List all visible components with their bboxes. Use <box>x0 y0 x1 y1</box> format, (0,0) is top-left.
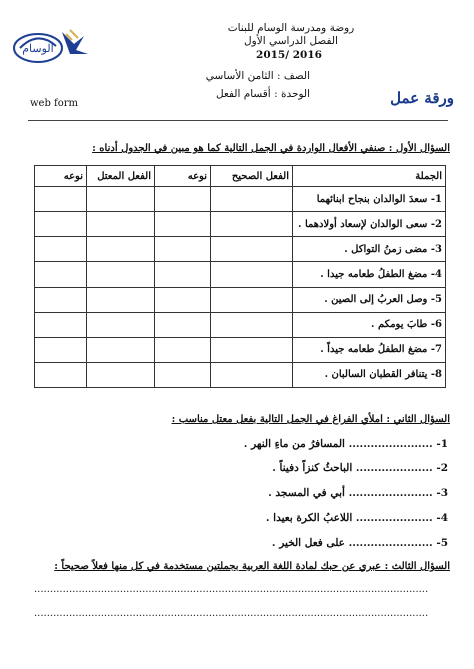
logo-icon <box>12 24 90 66</box>
grade-value: الثامن الأساسي <box>205 70 274 82</box>
answer-cell[interactable] <box>155 237 211 262</box>
table-row <box>35 312 446 337</box>
answer-cell[interactable] <box>87 362 155 387</box>
answer-cell[interactable] <box>155 187 211 212</box>
web-form-label: web form <box>30 98 79 109</box>
answer-cell[interactable] <box>211 262 293 287</box>
col-weak-type: نوعه <box>35 166 87 187</box>
answer-cell[interactable] <box>35 212 87 237</box>
answer-cell[interactable] <box>211 362 293 387</box>
answer-cell[interactable] <box>87 287 155 312</box>
fill-line-3[interactable]: 3- ....................... أبي في المسجد . <box>268 487 448 499</box>
logo-text: الوسام <box>22 42 54 55</box>
answer-cell[interactable] <box>211 312 293 337</box>
q2-heading: السؤال الثاني : املأي الفراغ في الجمل التالية بفعل معتل مناسب : <box>171 414 450 425</box>
col-sound-type: نوعه <box>155 166 211 187</box>
q1-heading: السؤال الأول : صنفي الأفعال الواردة في الجمل التالية كما هو مبين في الجدول أدناه : <box>92 143 450 154</box>
answer-cell[interactable] <box>87 187 155 212</box>
answer-cell[interactable] <box>211 187 293 212</box>
table-row <box>35 187 446 212</box>
answer-cell[interactable] <box>35 362 87 387</box>
table-row <box>35 362 446 387</box>
sentence-cell: 2- سعى الوالدان لإسعاد أولادهما . <box>293 212 446 237</box>
answer-cell[interactable] <box>155 212 211 237</box>
answer-cell[interactable] <box>155 312 211 337</box>
answer-cell[interactable] <box>87 237 155 262</box>
unit-row <box>216 88 310 100</box>
school-logo <box>12 24 90 66</box>
unit-label: الوحدة : <box>274 88 310 100</box>
answer-cell[interactable] <box>211 287 293 312</box>
table-row <box>35 287 446 312</box>
fill-line-4[interactable]: 4- ..................... اللاعبُ الكرة بعيدا . <box>265 512 448 524</box>
sentence-cell: 7- مضغ الطفلُ طعامه جيداً . <box>293 337 446 362</box>
table-row <box>35 212 446 237</box>
school-year: 2015/ 2016 <box>256 49 322 61</box>
answer-cell[interactable] <box>35 237 87 262</box>
table-row <box>35 262 446 287</box>
table-header-row <box>35 166 446 187</box>
answer-cell[interactable] <box>35 262 87 287</box>
answer-cell[interactable] <box>155 362 211 387</box>
answer-cell[interactable] <box>155 337 211 362</box>
school-name: روضة ومدرسة الوسام للبنات <box>227 22 355 34</box>
header-divider <box>28 120 448 121</box>
answer-cell[interactable] <box>35 187 87 212</box>
answer-line-1[interactable]: ............................................................................................................................ <box>34 584 429 595</box>
grade-label: الصف : <box>277 70 310 82</box>
sentence-cell: 5- وصل العربُ إلى الصين . <box>293 287 446 312</box>
col-sound-verb: الفعل الصحيح <box>211 166 293 187</box>
worksheet-title: ورقة عمل <box>390 89 454 107</box>
answer-cell[interactable] <box>155 262 211 287</box>
table-row <box>35 337 446 362</box>
table-row <box>35 237 446 262</box>
fill-line-1[interactable]: 1- ....................... المسافرُ من ماءِ النهر . <box>243 438 448 450</box>
sentence-cell: 8- يتنافر القطبان السالبان . <box>293 362 446 387</box>
answer-cell[interactable] <box>87 312 155 337</box>
answer-cell[interactable] <box>35 312 87 337</box>
semester: الفصل الدراسي الأول <box>244 35 338 47</box>
q3-heading: السؤال الثالث : عبري عن حبك لمادة اللغة العربية بجملتين مستخدمة في كل منها فعلاً صحيحاً : <box>54 561 450 572</box>
grade-row <box>206 70 310 82</box>
answer-cell[interactable] <box>211 212 293 237</box>
sentence-cell: 3- مضى زمنُ التواكل . <box>293 237 446 262</box>
col-weak-verb: الفعل المعتل <box>87 166 155 187</box>
answer-cell[interactable] <box>87 262 155 287</box>
answer-cell[interactable] <box>87 337 155 362</box>
answer-cell[interactable] <box>35 337 87 362</box>
fill-line-5[interactable]: 5- ....................... على فعل الخير . <box>271 537 448 549</box>
col-sentence: الجملة <box>293 166 446 187</box>
classification-table <box>34 165 446 388</box>
answer-line-2[interactable]: ............................................................................................................................ <box>34 608 429 619</box>
fill-line-2[interactable]: 2- ..................... الباحثُ كنزاً دفيناً . <box>272 462 448 474</box>
answer-cell[interactable] <box>211 337 293 362</box>
answer-cell[interactable] <box>211 237 293 262</box>
answer-cell[interactable] <box>35 287 87 312</box>
sentence-cell: 6- طابَ يومكم . <box>293 312 446 337</box>
answer-cell[interactable] <box>87 212 155 237</box>
sentence-cell: 1- سعدَ الوالدان بنجاح ابنائهما <box>293 187 446 212</box>
unit-value: أقسام الفعل <box>215 88 271 100</box>
answer-cell[interactable] <box>155 287 211 312</box>
sentence-cell: 4- مضغ الطفلُ طعامه جيدا . <box>293 262 446 287</box>
